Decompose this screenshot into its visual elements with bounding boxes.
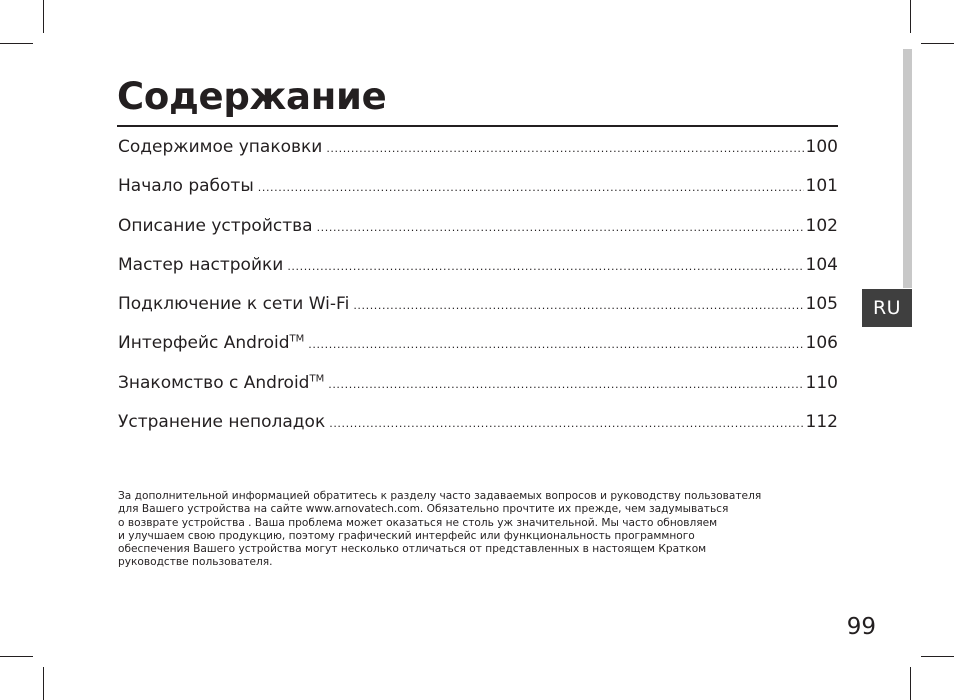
toc-entry[interactable] bbox=[118, 407, 838, 446]
crop-mark-bottom-left-vertical bbox=[43, 667, 44, 700]
toc-entry[interactable] bbox=[118, 171, 838, 210]
crop-mark-top-left-horizontal bbox=[0, 43, 33, 44]
toc-entry[interactable] bbox=[118, 250, 838, 289]
toc-dot-leader bbox=[317, 216, 804, 240]
trademark-superscript: TM bbox=[289, 333, 305, 345]
toc-dot-leader bbox=[329, 412, 803, 436]
crop-mark-bottom-left-horizontal bbox=[0, 656, 33, 657]
crop-mark-top-left-vertical bbox=[43, 0, 44, 33]
page-number: 99 bbox=[846, 614, 876, 640]
support-note-line: для Вашего устройства на сайте www.arnovatech.com. Обязательно прочтите их прежде, чем задумываться bbox=[118, 503, 729, 516]
trademark-superscript: TM bbox=[309, 373, 325, 385]
toc-entry-page: 101 bbox=[805, 176, 838, 197]
title-rule bbox=[117, 125, 838, 127]
language-tab: RU bbox=[862, 289, 912, 327]
toc-entry-label: Мастер настройки bbox=[118, 254, 284, 275]
table-of-contents bbox=[118, 132, 838, 446]
toc-entry-page: 102 bbox=[805, 215, 838, 236]
toc-entry-label: Устранение неполадок bbox=[118, 412, 326, 433]
crop-mark-top-right-vertical bbox=[910, 0, 911, 33]
toc-entry-page: 106 bbox=[805, 333, 838, 354]
toc-entry-page: 100 bbox=[805, 137, 838, 157]
toc-dot-leader bbox=[258, 176, 804, 200]
toc-entry[interactable] bbox=[118, 368, 838, 407]
toc-entry-page: 110 bbox=[805, 372, 838, 393]
toc-entry[interactable] bbox=[118, 328, 838, 367]
toc-entry[interactable] bbox=[118, 132, 838, 171]
support-note-line: руководстве пользователя. bbox=[118, 556, 273, 569]
toc-entry[interactable] bbox=[118, 289, 838, 328]
crop-mark-top-right-horizontal bbox=[921, 43, 954, 44]
page-title: Содержание bbox=[117, 75, 387, 118]
toc-entry-label: Содержимое упаковки bbox=[118, 137, 323, 157]
toc-entry-label: Описание устройства bbox=[118, 215, 313, 236]
language-sidebar-strip bbox=[903, 49, 912, 288]
toc-dot-leader bbox=[353, 294, 803, 318]
support-note-line: и улучшаем свою продукцию, поэтому графический интерфейс или функциональность программного bbox=[118, 529, 695, 542]
toc-entry[interactable] bbox=[118, 211, 838, 250]
toc-entry-page: 104 bbox=[805, 254, 838, 275]
crop-mark-bottom-right-horizontal bbox=[921, 656, 954, 657]
toc-entry-label: Подключение к сети Wi-Fi bbox=[118, 294, 350, 315]
support-note-line: За дополнительной информацией обратитесь к разделу часто задаваемых вопросов и руководству пользователя bbox=[118, 490, 762, 502]
support-note-line: о возврате устройства . Ваша проблема может оказаться не столь уж значительной. Мы часто обновляем bbox=[118, 516, 718, 529]
crop-mark-bottom-right-vertical bbox=[910, 667, 911, 700]
toc-entry-page: 105 bbox=[805, 294, 838, 315]
support-note-line: обеспечения Вашего устройства могут несколько отличаться от представленных в настоящем Кратком bbox=[118, 543, 707, 556]
support-note bbox=[118, 490, 838, 570]
toc-dot-leader bbox=[308, 333, 803, 357]
toc-dot-leader bbox=[328, 373, 803, 397]
toc-dot-leader bbox=[287, 255, 803, 279]
toc-dot-leader bbox=[326, 137, 803, 161]
toc-entry-page: 112 bbox=[805, 412, 838, 433]
toc-entry-label: Знакомство с Android™ bbox=[118, 372, 325, 393]
toc-entry-label: Начало работы bbox=[118, 176, 254, 197]
toc-entry-label: Интерфейс Android™ bbox=[118, 333, 305, 354]
